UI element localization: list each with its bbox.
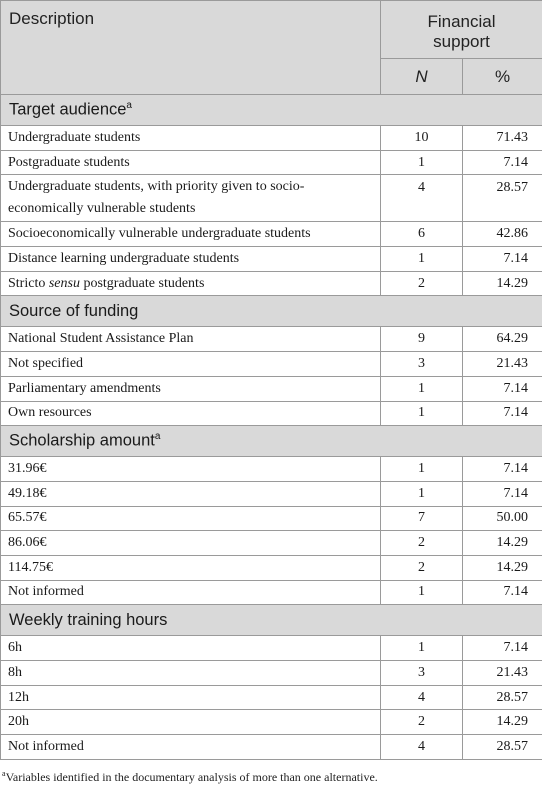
row-percent: 7.14 [463,636,542,661]
header-n: N [381,59,463,95]
row-label: 31.96€ [1,457,381,482]
table-row [1,222,542,247]
row-label: Undergraduate students [1,126,381,151]
row-percent: 28.57 [463,175,542,222]
row-percent: 50.00 [463,506,542,531]
table-row [1,126,542,151]
section-target-audience [1,95,542,126]
row-percent: 42.86 [463,222,542,247]
row-n: 1 [381,580,463,605]
row-percent: 7.14 [463,401,542,426]
row-n: 1 [381,150,463,175]
row-n: 7 [381,506,463,531]
footnote-mark: a [2,768,6,778]
table-row [1,175,542,222]
row-n: 1 [381,376,463,401]
row-n: 6 [381,222,463,247]
row-n: 1 [381,401,463,426]
section-title: Scholarship amount [9,431,155,450]
row-label: 86.06€ [1,531,381,556]
row-n: 1 [381,481,463,506]
row-label: Parliamentary amendments [1,376,381,401]
row-label: Not specified [1,352,381,377]
header-percent: % [463,59,542,95]
table-row [1,150,542,175]
section-title: Target audience [9,100,127,119]
section-weekly-training-hours [1,605,542,636]
row-n: 1 [381,457,463,482]
section-title: Weekly training hours [9,610,168,629]
table-row [1,531,542,556]
row-label: Not informed [1,580,381,605]
table-row [1,710,542,735]
row-n: 9 [381,327,463,352]
row-label: 12h [1,685,381,710]
table-row [1,555,542,580]
row-label [1,271,381,296]
header-financial-line1: Financial [427,11,496,31]
header-description: Description [1,1,381,95]
row-percent: 7.14 [463,150,542,175]
table-row [1,327,542,352]
row-label: Not informed [1,735,381,760]
row-n: 4 [381,685,463,710]
table-row [1,735,542,760]
row-label: 20h [1,710,381,735]
section-scholarship-amount [1,426,542,457]
section-source-of-funding [1,296,542,327]
row-label: 114.75€ [1,555,381,580]
row-label: Postgraduate students [1,150,381,175]
header-financial-support [381,1,542,59]
row-label: 6h [1,636,381,661]
row-label: Distance learning undergraduate students [1,247,381,272]
row-percent: 28.57 [463,735,542,760]
row-label: 49.18€ [1,481,381,506]
row-n: 3 [381,661,463,686]
row-percent: 28.57 [463,685,542,710]
row-n: 3 [381,352,463,377]
table-row [1,352,542,377]
row-percent: 21.43 [463,661,542,686]
row-percent: 7.14 [463,580,542,605]
footnote-mark: a [126,100,132,112]
label-italic: sensu [48,275,80,291]
row-percent: 64.29 [463,327,542,352]
row-percent: 14.29 [463,271,542,296]
row-n: 1 [381,636,463,661]
table-row [1,247,542,272]
row-percent: 14.29 [463,555,542,580]
table-row [1,457,542,482]
table-row [1,636,542,661]
table-row [1,271,542,296]
row-n: 4 [381,735,463,760]
table-row [1,481,542,506]
table-row [1,685,542,710]
label-post: postgraduate students [79,275,205,291]
row-percent: 14.29 [463,531,542,556]
row-percent: 7.14 [463,481,542,506]
row-n: 2 [381,531,463,556]
table-row [1,661,542,686]
row-label: Own resources [1,401,381,426]
table-row [1,401,542,426]
row-n: 4 [381,175,463,222]
row-percent: 7.14 [463,376,542,401]
section-title: Source of funding [9,301,139,320]
row-label: 65.57€ [1,506,381,531]
row-label: Socioeconomically vulnerable undergraduate students [1,222,381,247]
row-percent: 7.14 [463,247,542,272]
row-percent: 71.43 [463,126,542,151]
row-n: 10 [381,126,463,151]
row-n: 2 [381,555,463,580]
row-n: 2 [381,710,463,735]
row-n: 1 [381,247,463,272]
footnote-mark: a [154,431,161,443]
header-financial-line2: support [433,31,490,51]
row-label: National Student Assistance Plan [1,327,381,352]
label-pre: Stricto [8,275,49,291]
table-row [1,506,542,531]
table-row [1,376,542,401]
row-label: 8h [1,661,381,686]
row-n: 2 [381,271,463,296]
table-row [1,580,542,605]
row-percent: 21.43 [463,352,542,377]
footnote-text: Variables identified in the documentary analysis of more than one alternative. [5,769,378,784]
row-label: Undergraduate students, with priority given to socio-economically vulnerable students [1,175,381,222]
table-footnote [0,760,542,785]
row-percent: 14.29 [463,710,542,735]
row-percent: 7.14 [463,457,542,482]
